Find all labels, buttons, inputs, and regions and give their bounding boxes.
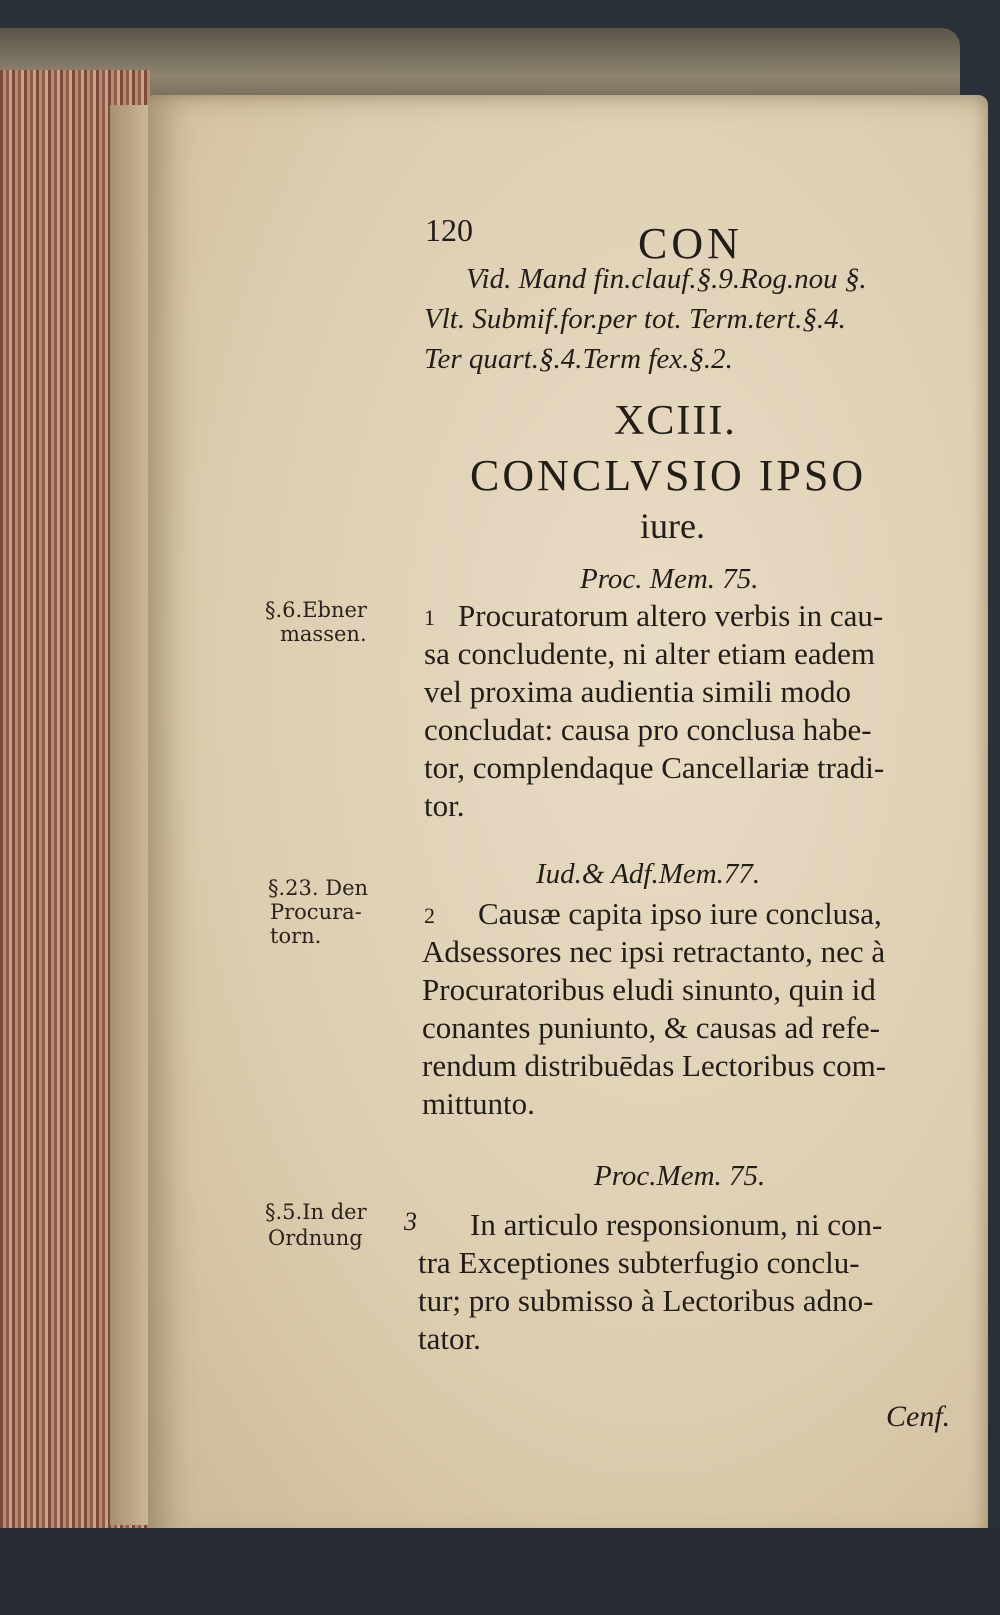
paragraph-line: concludat: causa pro conclusa habe- [424, 712, 872, 747]
paragraph-line: Causæ capita ipso iure conclusa, [478, 896, 882, 931]
margin-note: Procura- [270, 900, 362, 924]
margin-note: §.6.Ebner [265, 598, 367, 622]
section-title-cont: iure. [640, 506, 705, 546]
paragraph-number: 2 [424, 903, 435, 928]
margin-note: massen. [280, 622, 367, 646]
section-number: XCIII. [614, 398, 737, 444]
paragraph-line: rendum distribuēdas Lectoribus com- [422, 1048, 887, 1083]
paragraph-line: tator. [418, 1321, 481, 1356]
paragraph-line: In articulo responsionum, ni con- [470, 1207, 883, 1242]
paragraph-line: conantes puniunto, & causas ad refe- [422, 1010, 880, 1045]
margin-note: §.23. Den [268, 876, 369, 900]
margin-note: §.5.In der [265, 1200, 367, 1224]
paragraph-line: Procuratoribus eludi sinunto, quin id [422, 972, 876, 1007]
paragraph-line: Adsessores nec ipsi retractanto, nec à [422, 934, 886, 969]
paragraph-number: 3 [404, 1207, 417, 1236]
section-title: CONCLVSIO IPSO [470, 451, 867, 500]
paragraph-line: Procuratorum altero verbis in cau- [458, 598, 884, 633]
paragraph-line: tur; pro submisso à Lectoribus adno- [418, 1283, 874, 1318]
reference-line: Vid. Mand fin.clauf.§.9.Rog.nou §. [466, 263, 867, 295]
paragraph-line: sa concludente, ni alter etiam eadem [424, 636, 876, 671]
paragraph-number: 1 [424, 605, 435, 630]
reference-line: Ter quart.§.4.Term fex.§.2. [424, 343, 733, 375]
paragraph-source: Iud.& Adf.Mem.77. [536, 858, 761, 890]
running-head: CON [638, 219, 743, 268]
paragraph-line: mittunto. [422, 1086, 535, 1121]
paragraph-line: tor, complendaque Cancellariæ tradi- [424, 750, 885, 785]
paragraph-line: tor. [424, 788, 465, 823]
paragraph-line: tra Exceptiones subterfugio conclu- [418, 1245, 860, 1280]
catchword: Cenf. [886, 1400, 951, 1433]
reference-line: Vlt. Submif.for.per tot. Term.tert.§.4. [424, 303, 846, 335]
page-edge-inner [110, 105, 150, 1525]
margin-note: Ordnung [268, 1226, 363, 1250]
paragraph-source: Proc. Mem. 75. [580, 563, 759, 595]
background-bottom [0, 1528, 1000, 1615]
margin-note: torn. [270, 924, 322, 948]
paragraph-source: Proc.Mem. 75. [594, 1160, 766, 1192]
page-number: 120 [425, 212, 473, 248]
paragraph-line: vel proxima audientia simili modo [424, 674, 852, 709]
